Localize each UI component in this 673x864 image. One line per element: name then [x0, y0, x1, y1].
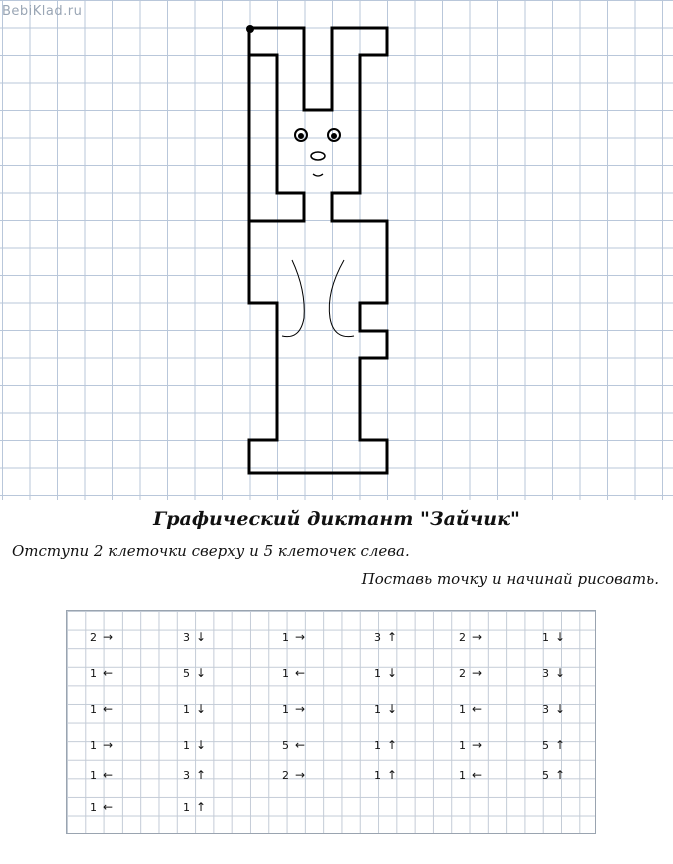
nose [311, 152, 325, 160]
dictation-step [535, 766, 567, 784]
step-count: 5 [542, 768, 549, 782]
direction-arrow-icon: ↓ [386, 666, 398, 680]
step-count: 1 [374, 702, 381, 716]
step-count: 1 [90, 702, 97, 716]
dictation-step [83, 736, 115, 754]
direction-arrow-icon: → [102, 630, 114, 644]
dictation-step [176, 700, 208, 718]
dictation-step [367, 664, 399, 682]
direction-arrow-icon: ↑ [554, 768, 566, 782]
start-dot [246, 25, 254, 33]
direction-arrow-icon: ← [102, 768, 114, 782]
step-count: 3 [183, 630, 190, 644]
direction-arrow-icon: → [471, 666, 483, 680]
step-count: 1 [183, 738, 190, 752]
dictation-step [367, 628, 399, 646]
dictation-step [275, 664, 307, 682]
step-count: 1 [282, 630, 289, 644]
step-count: 1 [90, 666, 97, 680]
dictation-step [176, 766, 208, 784]
step-count: 1 [90, 768, 97, 782]
step-count: 1 [183, 702, 190, 716]
bunny-outline [249, 28, 387, 473]
dictation-step [275, 628, 307, 646]
step-count: 1 [90, 738, 97, 752]
direction-arrow-icon: ← [102, 800, 114, 814]
step-count: 1 [459, 738, 466, 752]
dictation-step [367, 736, 399, 754]
bunny-paws [282, 260, 354, 337]
step-count: 1 [90, 800, 97, 814]
direction-arrow-icon: ↑ [554, 738, 566, 752]
dictation-step [452, 700, 484, 718]
direction-arrow-icon: ↓ [195, 666, 207, 680]
bunny-face [295, 129, 340, 176]
dictation-step [452, 736, 484, 754]
direction-arrow-icon: ↓ [554, 702, 566, 716]
direction-arrow-icon: ← [102, 702, 114, 716]
dictation-step [83, 798, 115, 816]
step-count: 5 [542, 738, 549, 752]
direction-arrow-icon: ← [471, 702, 483, 716]
step-count: 3 [542, 666, 549, 680]
dictation-step [535, 628, 567, 646]
direction-arrow-icon: ← [294, 738, 306, 752]
direction-arrow-icon: ↑ [386, 630, 398, 644]
dictation-step [83, 766, 115, 784]
direction-arrow-icon: → [102, 738, 114, 752]
step-count: 2 [459, 630, 466, 644]
instruction-start: Отступи 2 клеточки сверху и 5 клеточек слева. [12, 542, 410, 560]
step-count: 1 [183, 800, 190, 814]
direction-arrow-icon: ↓ [554, 666, 566, 680]
mouth [313, 174, 323, 176]
direction-arrow-icon: ← [294, 666, 306, 680]
step-count: 1 [374, 768, 381, 782]
direction-arrow-icon: → [471, 630, 483, 644]
dictation-step [176, 798, 208, 816]
dictation-step [452, 664, 484, 682]
direction-arrow-icon: → [471, 738, 483, 752]
dictation-step [452, 766, 484, 784]
direction-arrow-icon: ↓ [195, 702, 207, 716]
page-title: Графический диктант "Зайчик" [153, 508, 520, 530]
dictation-step [83, 700, 115, 718]
direction-arrow-icon: → [294, 702, 306, 716]
direction-arrow-icon: ← [471, 768, 483, 782]
dictation-step [275, 700, 307, 718]
dictation-step [367, 766, 399, 784]
dictation-step [176, 628, 208, 646]
dictation-table [66, 610, 596, 834]
direction-arrow-icon: ↓ [195, 738, 207, 752]
step-count: 1 [459, 702, 466, 716]
dictation-step [176, 664, 208, 682]
step-count: 1 [459, 768, 466, 782]
step-count: 3 [542, 702, 549, 716]
direction-arrow-icon: ↑ [386, 738, 398, 752]
step-count: 1 [542, 630, 549, 644]
direction-arrow-icon: ↓ [386, 702, 398, 716]
direction-arrow-icon: ↑ [195, 768, 207, 782]
step-count: 2 [282, 768, 289, 782]
dictation-step [535, 664, 567, 682]
instruction-begin: Поставь точку и начинай рисовать. [361, 570, 659, 588]
direction-arrow-icon: ↑ [195, 800, 207, 814]
dictation-step [83, 664, 115, 682]
step-count: 1 [374, 738, 381, 752]
direction-arrow-icon: → [294, 630, 306, 644]
dictation-step [535, 700, 567, 718]
step-count: 1 [374, 666, 381, 680]
direction-arrow-icon: ← [102, 666, 114, 680]
direction-arrow-icon: ↓ [554, 630, 566, 644]
dictation-step [83, 628, 115, 646]
step-count: 2 [90, 630, 97, 644]
direction-arrow-icon: ↑ [386, 768, 398, 782]
step-count: 3 [374, 630, 381, 644]
step-count: 2 [459, 666, 466, 680]
dictation-step [275, 766, 307, 784]
direction-arrow-icon: ↓ [195, 630, 207, 644]
dictation-step [452, 628, 484, 646]
watermark: BebiKlad.ru [2, 4, 83, 19]
dictation-step [275, 736, 307, 754]
step-count: 1 [282, 702, 289, 716]
step-count: 5 [183, 666, 190, 680]
step-count: 1 [282, 666, 289, 680]
dictation-step [176, 736, 208, 754]
direction-arrow-icon: → [294, 768, 306, 782]
dictation-step [367, 700, 399, 718]
step-count: 5 [282, 738, 289, 752]
dictation-step [535, 736, 567, 754]
step-count: 3 [183, 768, 190, 782]
